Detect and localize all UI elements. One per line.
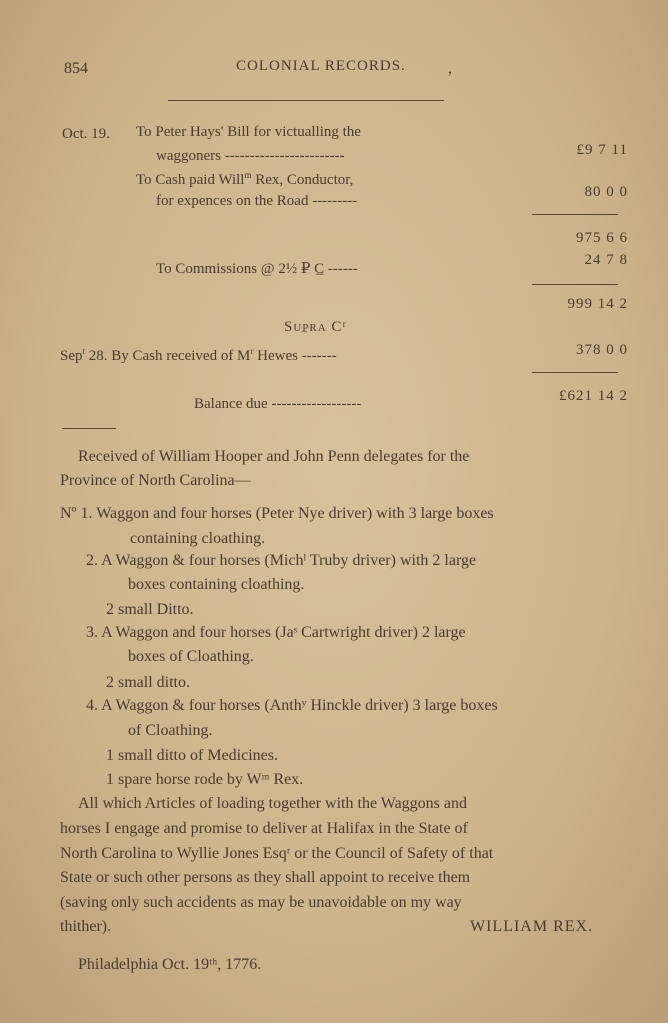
entry-hays-line2: waggoners ------------------------ [156,148,345,164]
entry-rex-line1: To Cash paid Will$^m$ Rex, Conductor, [136,170,354,188]
dateline: Philadelphia Oct. 19ᵗʰ, 1776. [78,956,262,973]
intro-line-1: Received of William Hooper and John Penn delegates for the [78,448,470,465]
amount-commission: 24 7 8 [584,252,628,268]
header-rule [168,100,444,101]
entry-receipt: Sep$^t$ 28. By Cash received of $M^r$ Hewes ------- [60,346,337,364]
amount-received: 378 0 0 [576,342,628,358]
item-line: boxes of Cloathing. [128,648,254,665]
running-title: COLONIAL RECORDS. [236,58,406,74]
entry-rex-line2: for expences on the Road --------- [156,193,358,209]
intro-line-2: Province of North Carolina— [60,472,251,489]
closing-line: North Carolina to Wyllie Jones Esqʳ or the Council of Safety of that [60,845,494,862]
item-line: of Cloathing. [128,722,213,739]
entry-commission: To Commissions @ 2½ ₽ C̲ ------ [156,261,358,277]
item-line: Nº 1. Waggon and four horses (Peter Nye driver) with 3 large boxes [60,505,494,522]
item-line: 1 small ditto of Medicines. [106,747,278,764]
closing-line: All which Articles of loading together with the Waggons and [78,795,468,812]
closing-line: horses I engage and promise to deliver at Halifax in the State of [60,820,468,837]
amount-total: 999 14 2 [567,296,628,312]
entry-hays-line1: To Peter Hays' Bill for victualling the [136,124,361,140]
contra-heading: Sup̲ra Cʳ [284,319,347,335]
closing-line: (saving only such accidents as may be unavoidable on my way [60,894,462,911]
item-line: 2 small ditto. [106,674,190,691]
header-mark: , [448,60,452,77]
closing-line: thither). [60,918,112,935]
item-line: 4. A Waggon & four horses (Anthʸ Hinckle driver) 3 large boxes [86,697,498,714]
amount-rex: 80 0 0 [584,184,628,200]
amount-balance: £621 14 2 [559,388,628,404]
signature: WILLIAM REX. [470,918,594,935]
section-rule [62,428,116,429]
amount-subtotal: 975 6 6 [576,230,628,246]
item-line: containing cloathing. [130,530,266,547]
sum-rule-3 [532,372,618,373]
amount-hays: £9 7 11 [576,142,628,158]
item-line: boxes containing cloathing. [128,576,305,593]
sum-rule-1 [532,214,618,215]
item-line: 1 spare horse rode by Wᵐ Rex. [106,771,304,788]
page-number: 854 [64,60,88,77]
closing-line: State or such other persons as they shall appoint to receive them [60,869,471,886]
entry-date: Oct. 19. [62,126,110,142]
sum-rule-2 [532,284,618,285]
item-line: 3. A Waggon and four horses (Jaˢ Cartwright driver) 2 large [86,624,466,641]
balance-label: Balance due ------------------ [194,396,362,412]
item-line: 2. A Waggon & four horses (Michˡ Truby driver) with 2 large [86,552,477,569]
item-line: 2 small Ditto. [106,601,194,618]
